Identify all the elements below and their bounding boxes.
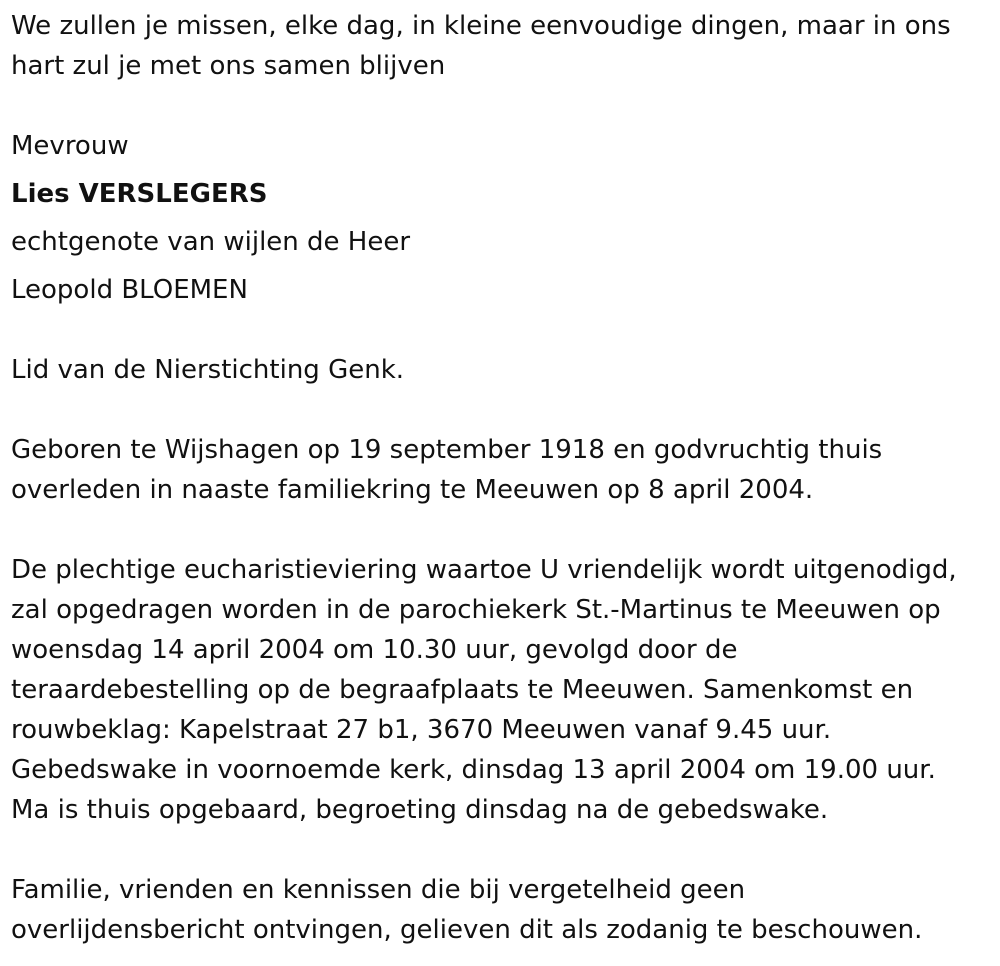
salutation: Mevrouw bbox=[11, 131, 129, 161]
membership-text: Lid van de Nierstichting Genk. bbox=[11, 355, 405, 385]
ceremony-line-6: Gebedswake in voornoemde kerk, dinsdag 13 april 2004 om 19.00 uur. bbox=[11, 755, 936, 785]
closing-line-1: Familie, vrienden en kennissen die bij vergetelheid geen bbox=[11, 875, 746, 905]
ceremony-line-2: zal opgedragen worden in de parochiekerk St.-Martinus te Meeuwen op bbox=[11, 595, 941, 625]
motto-line-2: hart zul je met ons samen blijven bbox=[11, 51, 446, 81]
ceremony-line-5: rouwbeklag: Kapelstraat 27 b1, 3670 Meeuwen vanaf 9.45 uur. bbox=[11, 715, 832, 745]
closing-line-2: overlijdensbericht ontvingen, gelieven dit als zodanig te beschouwen. bbox=[11, 915, 923, 945]
spouse-relation: echtgenote van wijlen de Heer bbox=[11, 227, 411, 257]
ceremony-line-4: teraardebestelling op de begraafplaats te Meeuwen. Samenkomst en bbox=[11, 675, 914, 705]
motto-line-1: We zullen je missen, elke dag, in kleine eenvoudige dingen, maar in ons bbox=[11, 11, 951, 41]
ceremony-line-7: Ma is thuis opgebaard, begroeting dinsdag na de gebedswake. bbox=[11, 795, 829, 825]
deceased-name: Lies VERSLEGERS bbox=[11, 179, 268, 209]
birth-death-line-1: Geboren te Wijshagen op 19 september 1918 en godvruchtig thuis bbox=[11, 435, 883, 465]
birth-death-line-2: overleden in naaste familiekring te Meeuwen op 8 april 2004. bbox=[11, 475, 814, 505]
spouse-name: Leopold BLOEMEN bbox=[11, 275, 248, 305]
ceremony-line-3: woensdag 14 april 2004 om 10.30 uur, gevolgd door de bbox=[11, 635, 738, 665]
ceremony-line-1: De plechtige eucharistieviering waartoe U vriendelijk wordt uitgenodigd, bbox=[11, 555, 957, 585]
